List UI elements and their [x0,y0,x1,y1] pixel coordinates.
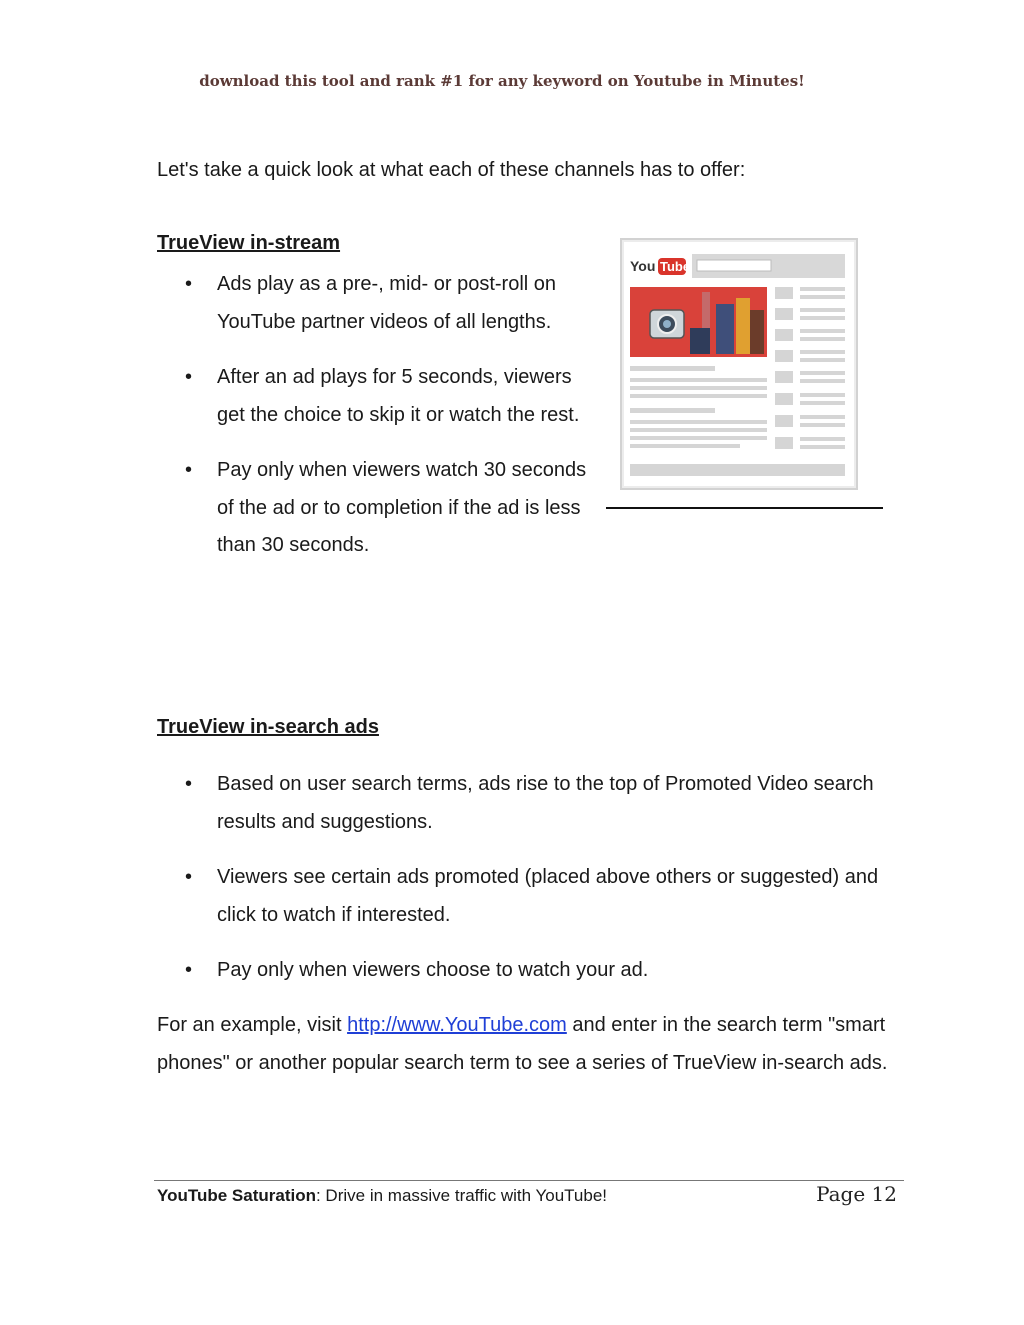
example-paragraph [157,1007,917,1082]
bullet-icon: • [185,459,193,481]
list-item-text: Pay only when viewers choose to watch your ad. [217,959,649,981]
list-item [157,766,917,841]
trueview-instream-list [157,266,587,583]
footer-divider [154,1180,904,1181]
section-heading-trueview-insearch: TrueView in-search ads [157,716,379,738]
list-item [157,359,587,434]
page-number: Page 12 [816,1182,897,1206]
youtube-page-illustration [620,238,858,490]
image-underline [606,507,883,509]
footer-title-rest: : Drive in massive traffic with YouTube! [315,1186,608,1205]
bullet-icon: • [185,959,193,981]
list-item-text: Viewers see certain ads promoted (placed above others or suggested) and click to watch if interested. [217,866,879,926]
banner-link[interactable]: download this tool and rank #1 for any keyword on Youtube in Minutes! [199,72,805,90]
youtube-logo-tube: Tube [660,259,691,274]
bullet-icon: • [185,273,193,295]
trueview-insearch-list [157,766,917,1008]
example-text-after: and enter in the search term "smart phones" or another popular search term to see a series of TrueView in-search ads. [157,1014,888,1074]
example-text-before: For an example, visit [157,1014,348,1036]
list-item [157,859,917,934]
section-heading-trueview-instream: TrueView in-stream [157,232,341,254]
intro-text: Let's take a quick look at what each of these channels has to offer: [157,159,746,181]
header-banner [0,72,1004,90]
page-footer [157,1182,897,1206]
list-item [157,266,587,341]
list-item-text: Ads play as a pre-, mid- or post-roll on YouTube partner videos of all lengths. [217,273,557,333]
list-item [157,452,587,565]
bullet-icon: • [185,773,193,795]
youtube-logo-you: You [630,258,656,274]
bullet-icon: • [185,866,193,888]
youtube-link[interactable]: http://www.YouTube.com [347,1014,567,1036]
list-item-text: After an ad plays for 5 seconds, viewers get the choice to skip it or watch the rest. [217,366,580,426]
bullet-icon: • [185,366,193,388]
list-item [157,952,917,990]
list-item-text: Pay only when viewers watch 30 seconds of the ad or to completion if the ad is less than 30 seconds. [217,459,587,556]
footer-title-bold: YouTube Saturation [157,1186,316,1205]
list-item-text: Based on user search terms, ads rise to the top of Promoted Video search results and suggestions. [217,773,874,833]
